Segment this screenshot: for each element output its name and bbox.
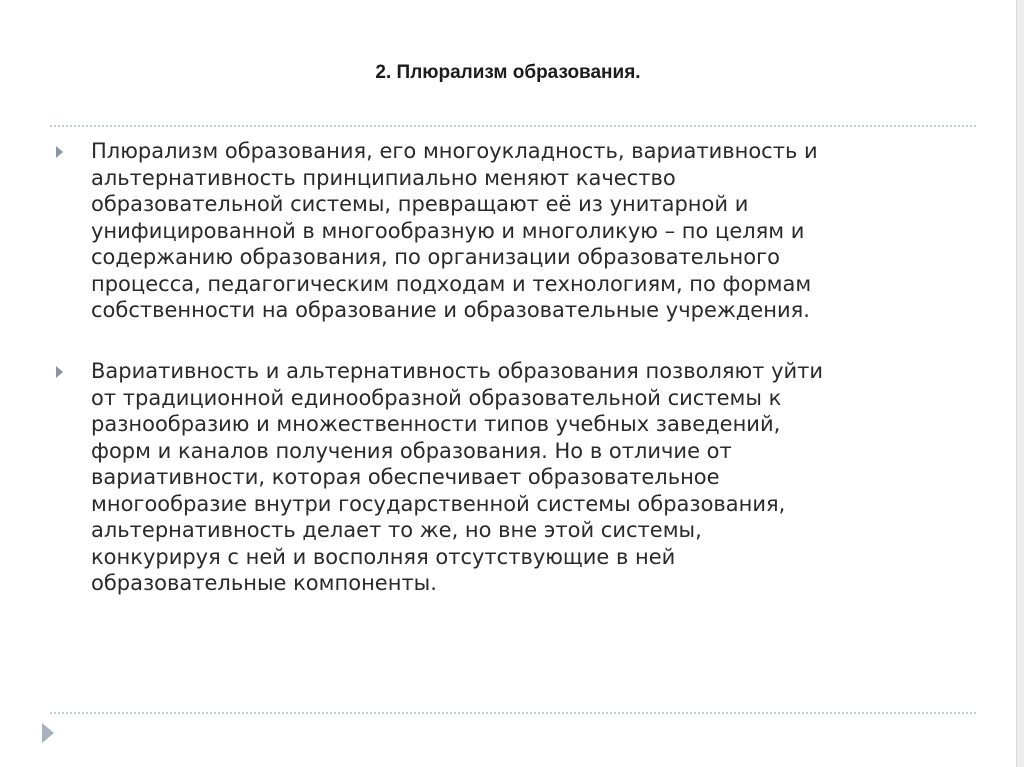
paragraph-line: унифицированной в многообразную и многоликую – по целям и [91,218,805,243]
slide-title: 2. Плюрализм образования. [375,62,641,83]
paragraph-line: собственности на образование и образовательные учреждения. [91,298,810,322]
paragraph-line: альтернативность принципиально меняют качество [91,165,676,190]
triangle-arrow-icon [42,723,54,743]
top-divider [50,125,976,127]
paragraph-line: вариативности, которая обеспечивает образовательное [91,465,720,489]
triangle-bullet-icon [56,366,63,378]
paragraph-line: конкурируя с ней и восполняя отсутствующие в ней [91,544,676,569]
paragraph-line: от традиционной единообразной образовательной системы к [91,385,782,410]
triangle-bullet-icon [56,146,63,158]
paragraph-line: процесса, педагогическим подходам и технологиям, по формам [91,271,812,296]
paragraph-line: содержанию образования, по организации образовательного [91,245,780,269]
paragraph-line: образовательные компоненты. [91,571,437,595]
paragraph-line: Вариативность и альтернативность образования позволяют уйти [91,359,824,383]
paragraph-line: образовательной системы, превращают её из унитарной и [91,192,749,216]
paragraph-line: разнообразию и множественности типов учебных заведений, [91,412,781,436]
bullet-paragraph-2 [91,358,971,597]
bottom-divider [50,712,976,714]
paragraph-line: форм и каналов получения образования. Но в отличие от [91,438,732,463]
bullet-paragraph-1 [91,138,971,324]
paragraph-line: альтернативность делает то же, но вне этой системы, [91,518,702,542]
paragraph-line: Плюрализм образования, его многоукладность, вариативность и [91,139,818,163]
paragraph-line: многообразие внутри государственной системы образования, [91,491,786,516]
